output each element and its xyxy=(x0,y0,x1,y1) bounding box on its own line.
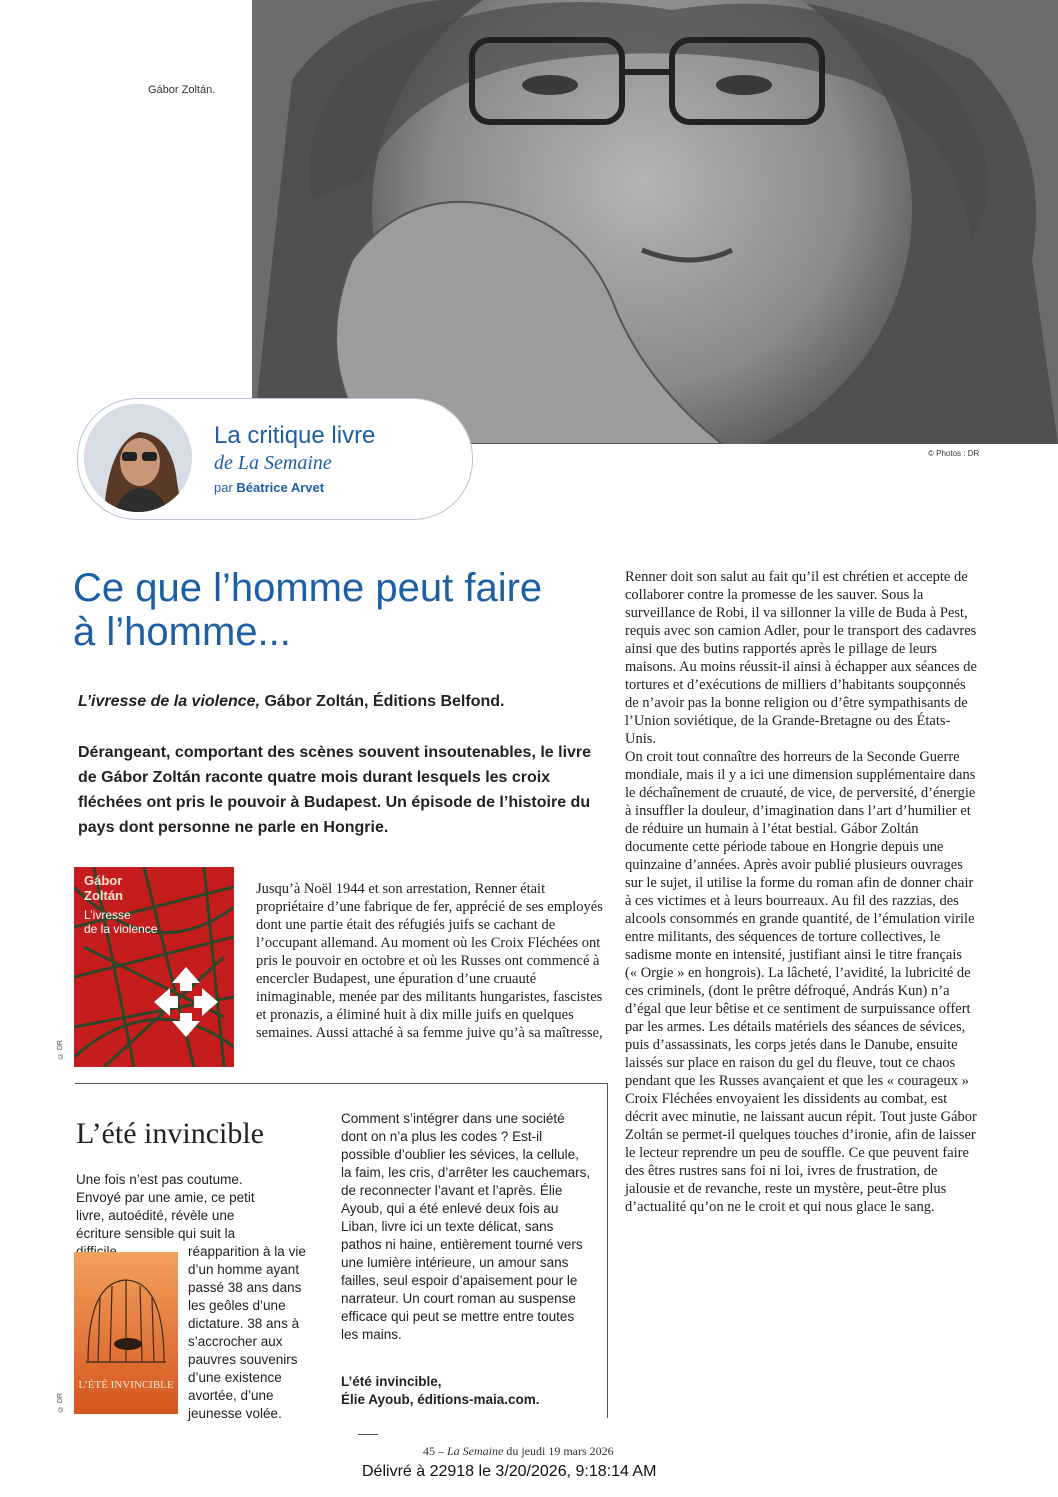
cover-title-line1: L’ivresse xyxy=(84,908,131,922)
delivery-stamp: Délivré à 22918 le 3/20/2026, 9:18:14 AM xyxy=(362,1463,657,1480)
critique-publication: de La Semaine xyxy=(214,452,332,474)
footer-divider xyxy=(358,1434,378,1435)
critic-avatar xyxy=(84,404,192,512)
cover2-credit: © DR xyxy=(57,1393,64,1413)
byline-prefix: par xyxy=(214,480,233,495)
cover-author-line2: Zoltán xyxy=(84,888,123,903)
book-cover-ivresse xyxy=(74,867,234,1067)
book-reference xyxy=(78,693,504,711)
issue-date: du jeudi 19 mars 2026 xyxy=(506,1444,614,1458)
cover-credit: © DR xyxy=(57,1040,64,1060)
cover-title-line2: de la violence xyxy=(84,922,158,936)
body-paragraph: Renner doit son salut au fait qu’il est chrétien et accepte de collaborer contre la promesse de les sauver. Sous la surveillance de Robi, il va sillonner la ville de Buda à Pest, requis avec son camion Adler, pour le transport des cadavres ainsi que des butins rapportés après le pillage de leurs maisons. Au moins réussit-il ainsi à échapper aux séances de tortures et d’exécutions de milliers d’habitants soupçonnés de n’avoir pas la bonne religion ou d’être sympathisants de l’Union soviétique, de la Grande-Bretagne ou des États-Unis. xyxy=(625,569,977,747)
sidebar-body-narrow: réapparition à la vie d’un homme ayant passé 38 ans dans les geôles d’une dictature. 38 ans à s’accrocher aux pauvres souvenirs d’une existence avortée, d’une jeunesse volée. xyxy=(188,1244,306,1421)
critique-title: La critique livre xyxy=(214,422,376,449)
article-lead: Dérangeant, comportant des scènes souvent insoutenables, le livre de Gábor Zoltán raconte quatre mois durant lesquels les croix fléchées ont pris le pouvoir à Budapest. Un épisode de l’histoire du pays dont personne ne parle en Hongrie. xyxy=(78,744,592,836)
sidebar-body-col2: Comment s’intégrer dans une société dont on n’a plus les codes ? Est-il possible d’oublier les sévices, la cellule, la faim, les cris, d’arrêter les cauchemars, de reconnecter l’avant et l’après. Élie Ayoub, qui a été enlevé deux fois au Liban, livre ici un texte délicat, sans pathos ni haine, entièrement tourné vers une lumière intérieure, un amour sans failles, seul espoir d’apaisement pour le narrateur. Un court roman au suspense efficace qui peut se mettre entre toutes les mains. xyxy=(341,1111,591,1342)
book-cover-ete xyxy=(74,1252,178,1414)
sidebar-title: L’été invincible xyxy=(76,1117,264,1150)
book-title: L’ivresse de la violence, xyxy=(78,693,261,710)
cover2-title: L’ÉTÉ INVINCIBLE xyxy=(78,1379,174,1391)
sidebar-ref-line2: Élie Ayoub, éditions-maia.com. xyxy=(341,1392,540,1407)
sidebar-intro: Une fois n’est pas coutume. Envoyé par une amie, ce petit livre, autoédité, révèle une écriture sensible qui suit la xyxy=(76,1172,255,1241)
sidebar-divider xyxy=(75,1083,608,1084)
page-number: 45 – xyxy=(423,1444,444,1458)
cover-author-line1: Gábor xyxy=(84,873,123,888)
photo-credit: © Photos : DR xyxy=(928,449,980,458)
critic-name: Béatrice Arvet xyxy=(236,480,325,495)
article-body-col1: Jusqu’à Noël 1944 et son arrestation, Renner était propriétaire d’une fabrique de fer, apprécié de ses employés dont une partie était des réfugiés juifs se cachant de l’occupant allemand. Au moment où les Croix Fléchées ont pris le pouvoir en octobre et où les Russes ont commencé à encercler Budapest, une épuration d’une cruauté inimaginable, menée par des militants hungaristes, fascistes et pronazis, a éliminé huit à dix mille juifs en quelques semaines. Aussi attaché à sa femme juive qu’à sa maîtresse, xyxy=(256,881,603,1041)
book-details: Gábor Zoltán, Éditions Belfond. xyxy=(260,693,505,710)
sidebar-ref-line1: L’été invincible, xyxy=(341,1374,442,1389)
publication-name: La Semaine xyxy=(447,1444,504,1458)
article-body-col2 xyxy=(625,568,977,1216)
author-portrait-illustration xyxy=(252,0,1058,444)
page-footer xyxy=(423,1444,614,1459)
sidebar-divider xyxy=(607,1083,608,1418)
body-paragraph: On croit tout connaître des horreurs de la Seconde Guerre mondiale, mais il y a ici une dimension supplémentaire dans le déchaînement de cruauté, de vice, de perversité, d’énergie à insuffler la douleur, d’imagination dans l’art d’humilier et de réduire un humain à l’état bestial. Gábor Zoltán documente cette période taboue en Hongrie depuis une quinzaine d’années. Après avoir publié plusieurs ouvrages sur le sujet, il utilise la forme du roman afin de donner chair à ces victimes et à leurs bourreaux. Au fil des razzias, des alcools consommés en grande quantité, de l’émulation virile entre militants, des séquences de torture collectives, le sadisme monte en intensité, justifiant ainsi le titre français (« Orgie » en hongrois). La lâcheté, l’avidité, la lubricité de ces criminels, (dont le prêtre défroqué, András Kun) n’a d’égal que leur bêtise et ce sentiment de surpuissance offert par les armes. Les détails matériels des séances de sévices, puis d’assassinats, les corps jetés dans le Danube, ensuite laissés sur place en raison du gel du fleuve, tout ce chaos pendant que les Russes avançaient et que les « courageux » Croix Fléchées envoyaient les dissidents au combat, est décrit avec minutie, ne laissant aucun répit. Tout juste Gábor Zoltán se permet-il quelques touches d’ironie, afin de laisser le lecteur reprendre un peu de souffle. Ce que peuvent faire des êtres rustres sans foi ni loi, ivres de frustration, de jalousie et de revanche, reste un mystère, peut-être plus d’actualité qu’on ne le croit et qui nous glace le sang. xyxy=(625,749,977,1215)
critique-byline xyxy=(214,480,324,495)
author-photo xyxy=(252,0,1058,444)
sidebar-book-reference xyxy=(341,1373,591,1409)
photo-caption: Gábor Zoltán. xyxy=(148,84,216,96)
article-headline: Ce que l’homme peut faire à l’homme... xyxy=(73,566,543,654)
